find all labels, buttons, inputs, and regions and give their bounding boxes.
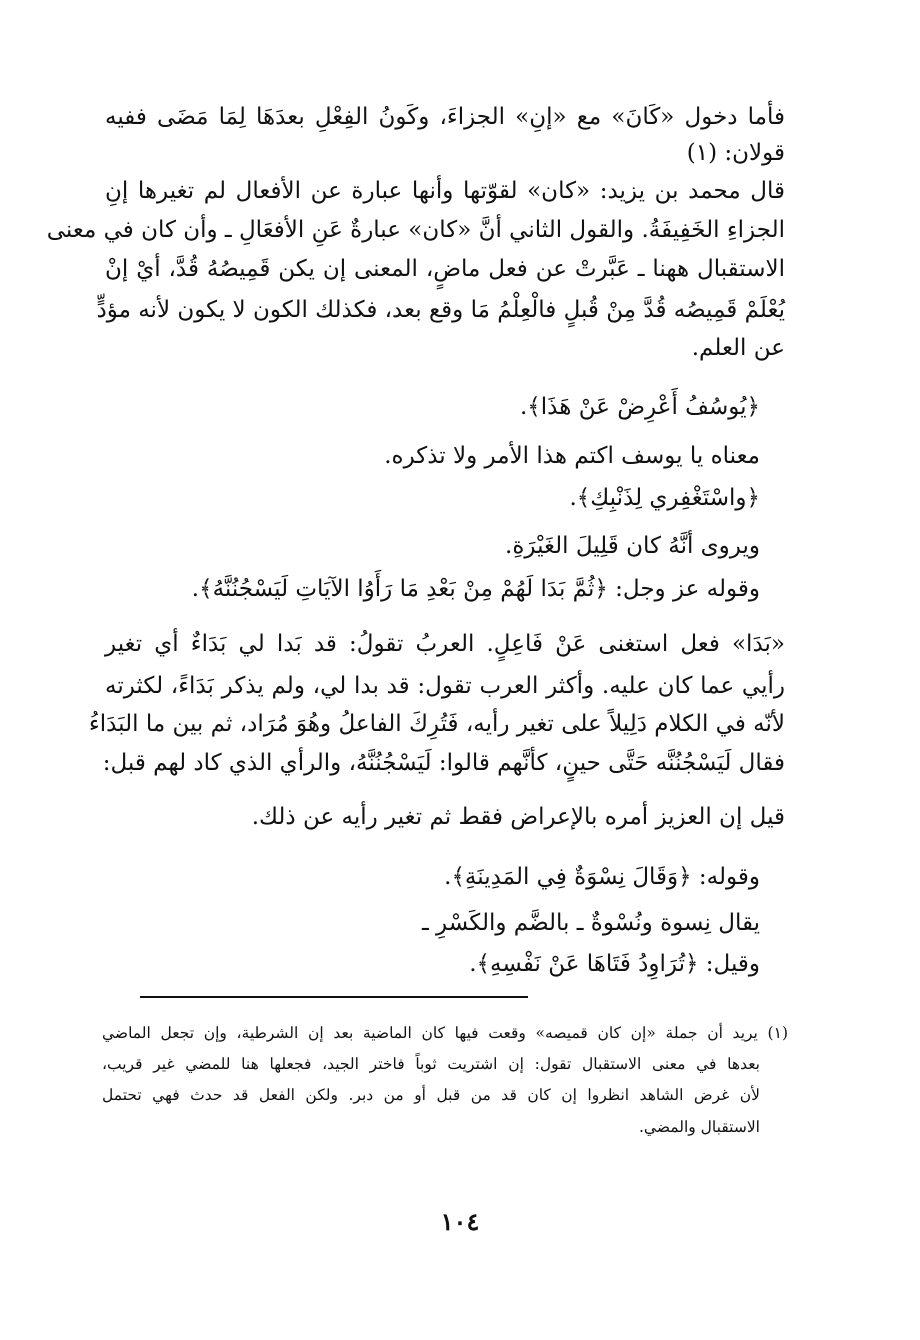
body-line-11: ويروى أنَّهُ كان قَلِيلَ الغَيْرَةِ. [505,533,760,559]
body-line-16: فقال لَيَسْجُنُنَّه حَتَّى حينٍ، كأنَّهم قالوا: لَيَسْجُنُنَّهُ، والرأي الذي كاد لهم قبل: [102,750,785,776]
body-line-15: لأنّه في الكلام دَلِيلاً على تغير رأيه، فَتُرِكَ الفاعلُ وهُوَ مُرَاد، ثم بين ما البَدَاءُ [88,711,785,737]
body-line-19: يقال نِسوة ونُسْوةٌ ـ بالضَّم والكَسْرِ ـ [422,910,760,936]
body-line-12: وقوله عز وجل: ﴿ثُمَّ بَدَا لَهُمْ مِنْ بَعْدِ مَا رَأَوُا الآيَاتِ لَيَسْجُنُنَّهُ﴾. [191,576,760,602]
body-line-14: رأيي عما كان عليه. وأكثر العرب تقول: قد بدا لي، ولم يذكر بَدَاءً، لكثرته [105,673,785,699]
body-line-18: وقوله: ﴿وَقَالَ نِسْوَةٌ فِي المَدِينَةِ﴾. [444,864,760,890]
page-number: ١٠٤ [440,1207,480,1236]
body-line-1: فأما دخول «كَانَ» مع «إنِ» الجزاءَ، وكَونُ الفِعْلِ بعدَهَا لِمَا مَضَى ففيه [105,104,785,130]
body-line-5: الاستقبال ههنا ـ عَبَّرتْ عن فعل ماضٍ، المعنى إن يكن قَمِيصُهُ قُدَّ، أيْ إنْ [105,256,785,282]
body-line-8: ﴿يُوسُفُ أَعْرِضْ عَنْ هَذَا﴾. [520,394,760,420]
footnote-separator [140,996,528,998]
body-line-6: يُعْلَمْ قَمِيصُه قُدَّ مِنْ قُبلٍ فالْعِلْمُ مَا وقع بعد، فكذلك الكون لا يكون لأنه مؤدٍّ [96,297,785,323]
body-line-2: قولان: (١) [686,140,785,166]
body-line-7: عن العلم. [691,335,785,361]
footnote-line-4: الاستقبال والمضي. [638,1118,760,1136]
body-line-9: معناه يا يوسف اكتم هذا الأمر ولا تذكره. [384,443,760,469]
body-line-4: الجزاءِ الخَفِيفَةُ. والقول الثاني أنَّ «كان» عبارةٌ عَنِ الأفعَالِ ـ وأن كان في معنى [46,217,785,243]
body-line-3: قال محمد بن يزيد: «كان» لقوّتها وأنها عبارة عن الأفعال لم تغيرها إنِ [105,178,785,204]
footnote-line-3: لأن غرض الشاهد انظروا إن كان قد من قبل أو من دبر. ولكن الفعل قد حدث فهي تحتمل [102,1086,760,1104]
body-line-17: قيل إن العزيز أمره بالإعراض فقط ثم تغير رأيه عن ذلك. [251,804,785,830]
body-line-10: ﴿واسْتَغْفِري لِذَنْبِكِ﴾. [569,485,760,511]
body-line-20: وقيل: ﴿تُرَاوِدُ فَتَاهَا عَنْ نَفْسِهِ﴾. [469,951,760,977]
footnote-line-1: (١) يريد أن جملة «إن كان قميصه» وقعت فيها كان الماضية بعد إن الشرطية، وإن تجعل الماضي [102,1024,788,1042]
body-line-13: «بَدَا» فعل استغنى عَنْ فَاعِلٍ. العربُ تقولُ: قد بَدا لي بَدَاءٌ أي تغير [105,631,785,657]
footnote-line-2: بعدها في معنى الاستقبال تقول: إن اشتريت ثوباً فاختر الجيد، فجعلها هنا للمضي غير قريب، [102,1055,760,1073]
